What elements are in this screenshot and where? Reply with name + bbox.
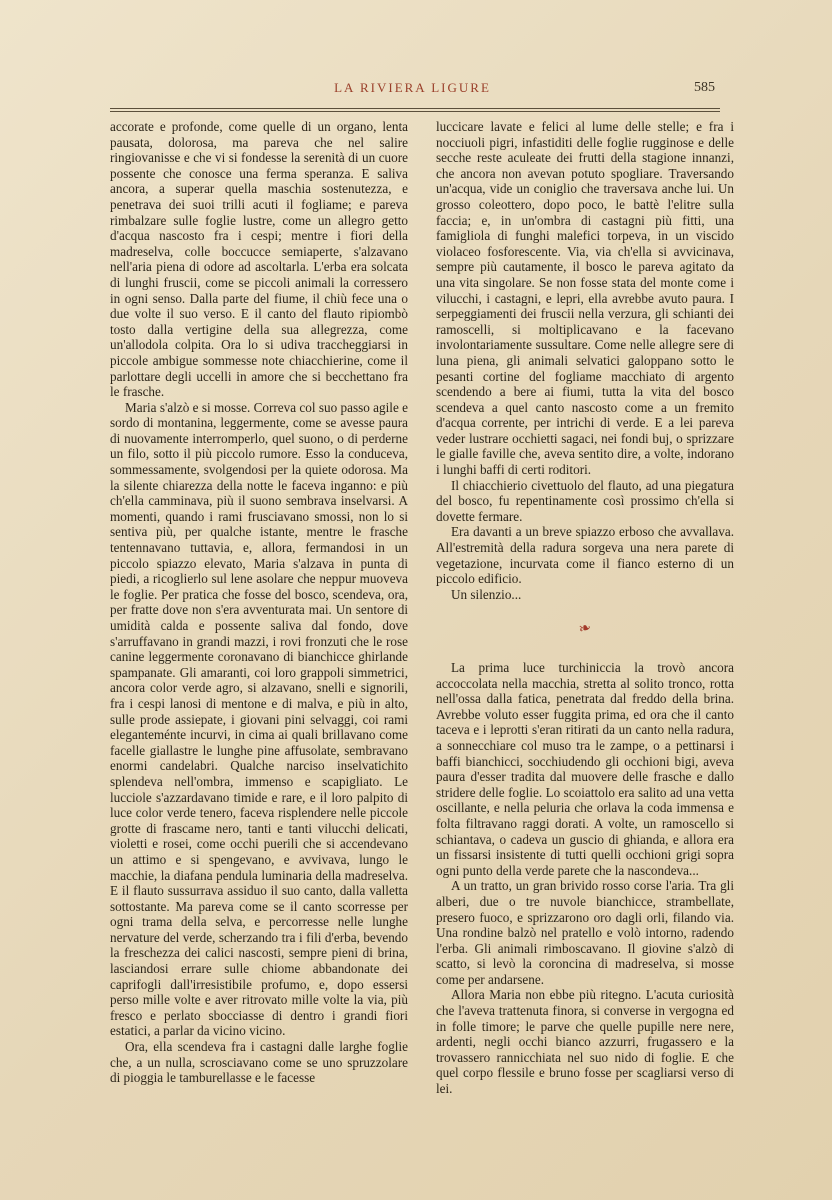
paragraph: luccicare lavate e felici al lume delle stelle; e fra i nocciuoli pigri, infastiditi delle foglie rugginose e delle secche reste aculeate dei frutti della stagione innanzi, che ancora non avevan potuto spogliare. Traversando un'acqua, vide un coniglio che traversava anche lui. Un grosso coleottero, dopo poco, le battè l'elitre sulla faccia; e, in un'ombra di castagni più fitti, una famigliola di funghi malefici torpeva, in un viscido violaceo fosforescente. Via, via ch'ella si avvicinava, sempre più cautamente, il bosco le pareva agitato da una vita singolare. Se non fosse stata del monte come i vilucchi, i castagni, e lepri, ella avrebbe avuto paura. I serpeggiamenti dei fruscii nella verzura, gli schianti dei ramoscelli, si moltiplicavano e la facevano involontariamente sussultare. Come nelle allegre sere di luna piena, gli animali selvatici galoppano sotto le pesanti cortine del fogliame macchiato di argento scendendo a bere ai fiumi, tutta la vita del bosco scendeva a quel canto nascosto come a un fremito d'acqua corrente, per intrichi di verde. E a lei pareva veder lustrare occhietti sagaci, nei fondi buj, o sprizzare le gialle faville che, aveva sentito dire, a volte, indorano i lunghi baffi di certi roditori. — [436, 119, 734, 478]
left-column — [110, 119, 408, 1086]
paragraph: Il chiacchierio civettuolo del flauto, ad una piegatura del bosco, fu repentinamente così prossimo ch'ella si dovette fermare. — [436, 477, 734, 524]
paragraph: Allora Maria non ebbe più ritegno. L'acuta curiosità che l'aveva trattenuta finora, si converse in vergogna ed in folle timore; le parve che quelle pupille nere nere, ardenti, negli occhi bianco azzurri, frugassero e la trovassero rannicchiata nel suo nido di foglie. E che quel corpo flessile e bruno fosse per scagliarsi verso di lei. — [436, 987, 734, 1097]
paragraph: Ora, ella scendeva fra i castagni dalle larghe foglie che, a un nulla, scrosciavano come se uno spruzzolare di pioggia le tamburellasse e le facesse — [110, 1039, 408, 1086]
paragraph: A un tratto, un gran brivido rosso corse l'aria. Tra gli alberi, due o tre nuvole bianchicce, strambellate, presero fuoco, e sprizzarono oro dagli orli, filando via. Una rondine balzò nel pratello e volò intorno, radendo l'erba. Gli animali rimboscavano. Il giovine s'alzò di scatto, si levò la coroncina di madreselva, si mosse come per andarsene. — [436, 878, 734, 987]
paragraph: Maria s'alzò e si mosse. Correva col suo passo agile e sordo di montanina, leggermente, come se avesse paura di nuovamente interromperlo, quel suono, o di perderne un filo, sotto il più piccolo rumore. Esso la conduceva, sommessamente, svolgendosi per la quiete odorosa. Ma la silente chiarezza della notte le faceva inganno: e più ch'ella camminava, più il suono sembrava inselvarsi. A momenti, quando i rami frusciavano smossi, non lo si sentiva più, per qualche istante, mentre le frasche tentennavano tuttavia, e, allora, fermandosi in un piccolo spiazzo elevato, Maria s'alzava in punta di piedi, a ricoglierlo sul lene asolare che neppur muoveva le foglie. Per pratica che fosse del bosco, scendeva, ora, per fratte dove non s'era avventurata mai. Un sentore di umidità calda e possente saliva dal fondo, dove s'arruffavano in grandi mazzi, i rovi fronzuti che le rose canine leggermente coronavano di bianchicce ghirlande spampanate. Gli amaranti, coi loro grappoli simmetrici, ancora color verde agro, si alzavano, snelli e signorili, fra i cespi lanosi di mentone e di malva, e più in alto, sulle prode assiepate, i giovani pini selvaggi, coi rami eleganteménte incurvi, in cima ai quali brillavano come facelle giallastre le lunghe pine affusolate, sembravano enormi candelabri. Qualche narciso inselvatichito splendeva nell'ombra, immenso e scapigliato. Le lucciole s'azzardavano timide e rare, e il loro palpito di luce color verde tenero, faceva risplendere nelle piccole grotte di frascame nero, tanti e tanti vilucchi delicati, violetti e rosei, come occhi puerili che si accendevano un attimo e si spengevano, e avvivava, lungo le macchie, la diafana pendula luminaria della madreselva. E il flauto sussurrava assiduo il suo canto, dalla valletta sottostante. Ma pareva come se il canto scorresse per ogni trama della selva, e percorresse nelle lunghe nervature del verde, scherzando tra i fili d'erba, bevendo la freschezza dei calici nascosti, sempre pieni di brina, lasciandosi errare sulle chiome abbandonate dei caprifogli dall'irresistibile profumo, e, dopo essersi perso mille volte e aver ritrovato mille volte la via, più fresco e perlato sbocciasse di dentro i grandi fiori estatici, a parlar da vicino vicino. — [110, 399, 408, 1039]
paragraph: La prima luce turchiniccia la trovò ancora accoccolata nella macchia, stretta al solito tronco, rotta nell'ossa dalla fatica, penetrata dal freddo della brina. Avrebbe voluto esser fuggita prima, ed ora che il canto taceva e i leprotti s'eran ritirati da un canto nella radura, a sonnecchiare col muso tra le zampe, o a pettinarsi i baffi bianchicci, socchiudendo gli occhioni bigi, aveva paura d'esser tradita dal muovere delle frasche e dallo stridere delle foglie. Lo scoiattolo era salito ad una vetta oscillante, e nella peluria che orlava la coda immensa e folta filtravano raggi dorati. A volte, un ramoscello si schiantava, o cadeva un guscio di ghianda, e allora era un fissarsi insistente di tutti quelli occhioni grigi sopra ogni punto della verde parete che la nascondeva... — [436, 660, 734, 878]
section-ornament — [436, 622, 734, 638]
paragraph: Era davanti a un breve spiazzo erboso che avvallava. All'estremità della radura sorgeva una nera parete di vegetazione, incurvata come il fianco esterno di un piccolo edificio. — [436, 524, 734, 587]
running-head: LA RIVIERA LIGURE — [334, 80, 491, 95]
fleuron-icon: ❧ — [576, 620, 593, 639]
paragraph: Un silenzio... — [451, 586, 522, 602]
paragraph: accorate e profonde, come quelle di un organo, lenta pausata, dolorosa, ma pareva che nel salire ringiovanisse e che vi si fondesse la serenità di un cuore possente che conosce una ferma speranza. E saliva ancora, a superar quella maschia sostenutezza, e penetrava dei suoi trilli acuti il fogliame; e pareva rimbalzare sulle foglie lustre, come un allegro getto d'acqua nascosto fra i cespi; mentre i fiori della madreselva, colle boccucce semiaperte, s'alzavano nell'aria piena di odore ad ascoltarla. L'erba era solcata di lunghi fruscii, come se piccoli animali la corressero in ogni senso. Dalla parte del fiume, il chiù fece una o due volte il suo verso. E il canto del flauto ripiombò tosto dalla vertigine della sua allegrezza, come un'allodola colpita. Ora lo si udiva traccheggiarsi in piccole ambigue sommesse note chiacchierine, come il parlottare degli uccelli in amore che si becchettano fra le frasche. — [110, 119, 408, 400]
page-header — [110, 78, 715, 102]
header-rule — [110, 108, 720, 112]
page-number: 585 — [694, 80, 715, 95]
right-column — [436, 119, 734, 1097]
